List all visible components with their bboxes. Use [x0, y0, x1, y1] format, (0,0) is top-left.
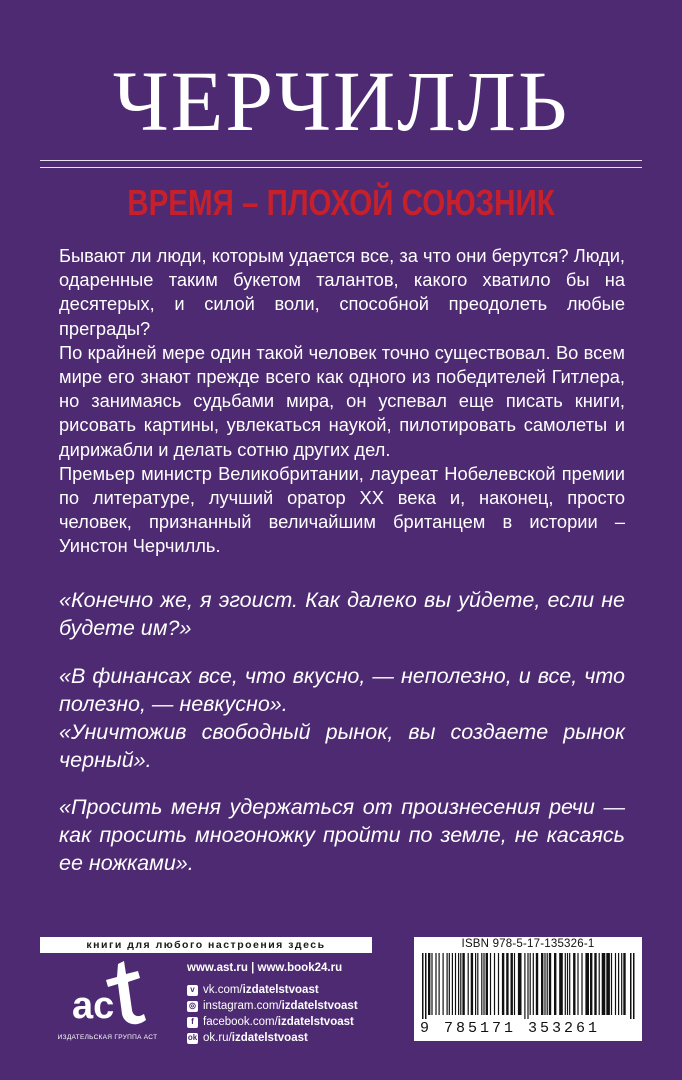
barcode-bar	[565, 953, 566, 1015]
barcode-bar	[581, 953, 582, 1015]
barcode-bar	[599, 953, 600, 1015]
barcode-bar	[567, 953, 568, 1015]
barcode-bar	[611, 953, 612, 1015]
isbn-barcode	[414, 937, 642, 1041]
barcode-bar	[547, 953, 548, 1015]
barcode-bar	[498, 953, 499, 1015]
social-link-prefix: vk.com/	[203, 984, 243, 996]
barcode-bar	[633, 953, 635, 1019]
barcode-bar	[443, 953, 444, 1015]
annotation-paragraph: По крайней мере один такой человек точно существовал. Во всем мире его знают прежде всего как одного из победителей Гитлера, но занимаясь судьбами мира, он успевал еще писать книги, рисовать картины, увлекаться наукой, пилотировать самолеты и дирижабли и делать сотню других дел.	[59, 341, 625, 460]
barcode-digits: 9 785171 353261	[420, 1020, 601, 1037]
barcode-bar	[577, 953, 578, 1015]
barcode-bar	[435, 953, 436, 1015]
barcode-bar	[536, 953, 538, 1015]
barcode-bar	[483, 953, 484, 1015]
facebook-icon: f	[187, 1017, 198, 1028]
vk-icon: v	[187, 985, 198, 996]
isbn-number: ISBN 978-5-17-135326-1	[461, 938, 595, 950]
barcode-bar	[602, 953, 606, 1015]
social-link-prefix: ok.ru/	[203, 1032, 232, 1044]
barcode-bar	[573, 953, 575, 1015]
barcode-bar	[490, 953, 491, 1015]
ast-logo-icon	[60, 958, 160, 1033]
barcode-bar	[524, 953, 525, 1019]
barcode-bar	[481, 953, 482, 1015]
barcode-bar	[447, 953, 448, 1015]
annotation-text	[59, 244, 625, 559]
instagram-icon: ◎	[187, 1001, 198, 1012]
barcode-bar	[428, 953, 430, 1015]
barcode-bar	[590, 953, 592, 1015]
barcode-bar	[511, 953, 513, 1015]
barcode-bar	[449, 953, 450, 1015]
barcode-bar	[514, 953, 515, 1015]
barcode-bar	[506, 953, 508, 1015]
barcode-bar	[486, 953, 488, 1015]
publisher-slogan: книги для любого настроения здесь	[40, 937, 372, 953]
quote-ego: «Конечно же, я эгоист. Как далеко вы уйдете, если не будете им?»	[59, 588, 625, 640]
barcode-bar	[585, 953, 589, 1015]
publisher-name: ИЗДАТЕЛЬСКАЯ ГРУППА АСТ	[57, 1034, 158, 1041]
website-links[interactable]: www.ast.ru | www.book24.ru	[187, 962, 343, 974]
barcode-bar	[431, 953, 432, 1015]
barcode-bar	[502, 953, 504, 1015]
social-link-handle: izdatelstvoast	[231, 1032, 308, 1044]
barcode-bar	[533, 953, 534, 1015]
svg-text:ас: ас	[72, 985, 115, 1027]
quote-finance: «В финансах все, что вкусно, — неполезно, и все, что полезно, — невкусно».	[59, 664, 625, 716]
barcode-bar	[477, 953, 478, 1015]
barcode-bar	[618, 953, 619, 1015]
social-link-prefix: facebook.com/	[203, 1016, 278, 1028]
barcode-bar	[458, 953, 459, 1015]
quote-market: «Уничтожив свободный рынок, вы создаете рынок черный».	[59, 720, 625, 772]
annotation-paragraph: Премьер министр Великобритании, лауреат Нобелевской премии по литературе, лучший оратор XX века и, наконец, просто человек, признанный величайшим британцем в истории – Уинстон Черчилль.	[59, 462, 625, 557]
quote-block	[59, 793, 625, 877]
social-link-handle: izdatelstvoast	[281, 1000, 358, 1012]
barcode-bar	[530, 953, 531, 1015]
social-link-instagram[interactable]	[187, 998, 358, 1014]
barcode-bar	[471, 953, 473, 1015]
barcode-bar	[615, 953, 616, 1015]
social-link-prefix: instagram.com/	[203, 1000, 282, 1012]
title-rule-bottom	[40, 167, 642, 168]
social-link-handle: izdatelstvoast	[277, 1016, 354, 1028]
barcode-bar	[425, 953, 427, 1019]
barcode-bars	[420, 953, 636, 1019]
barcode-bar	[594, 953, 596, 1015]
barcode-bar	[569, 953, 570, 1015]
social-link-facebook[interactable]	[187, 1014, 358, 1030]
social-link-vk[interactable]	[187, 982, 358, 998]
barcode-bar	[518, 953, 522, 1015]
barcode-bar	[554, 953, 556, 1015]
barcode-bar	[462, 953, 464, 1015]
barcode-bar	[475, 953, 476, 1015]
barcode-bar	[422, 953, 424, 1019]
quote-block	[59, 662, 625, 774]
barcode-bar	[549, 953, 551, 1015]
book-subtitle: ВРЕМЯ – ПЛОХОЙ СОЮЗНИК	[127, 182, 555, 223]
barcode-bar	[439, 953, 440, 1015]
barcode-bar	[621, 953, 622, 1015]
barcode-bar	[468, 953, 469, 1015]
barcode-bar	[559, 953, 563, 1015]
barcode-bar	[455, 953, 456, 1015]
barcode-bar	[623, 953, 625, 1015]
quote-speech: «Просить меня удержаться от произнесения речи — как просить многоножку пройти по земле, не касаясь ее ножками».	[59, 795, 625, 875]
annotation-paragraph: Бывают ли люди, которым удается все, за что они берутся? Люди, одаренные таким букетом талантов, какого хватило бы на десятерых, и силой воли, способной преодолеть любые преграды?	[59, 245, 625, 339]
social-link-odnoklassniki[interactable]	[187, 1030, 358, 1046]
book-title: ЧЕРЧИЛЛЬ	[112, 53, 570, 149]
barcode-bar	[452, 953, 453, 1015]
barcode-bar	[541, 953, 543, 1015]
social-link-handle: izdatelstvoast	[242, 984, 319, 996]
barcode-bar	[630, 953, 632, 1019]
barcode-bar	[527, 953, 528, 1019]
odnoklassniki-icon: ok	[187, 1033, 198, 1042]
barcode-bar	[494, 953, 495, 1015]
barcode-bar	[460, 953, 461, 1015]
barcode-bar	[606, 953, 610, 1015]
barcode-bar	[544, 953, 545, 1015]
publisher-links	[187, 960, 358, 1046]
quote-block	[59, 586, 625, 642]
title-rule-top	[40, 160, 642, 161]
